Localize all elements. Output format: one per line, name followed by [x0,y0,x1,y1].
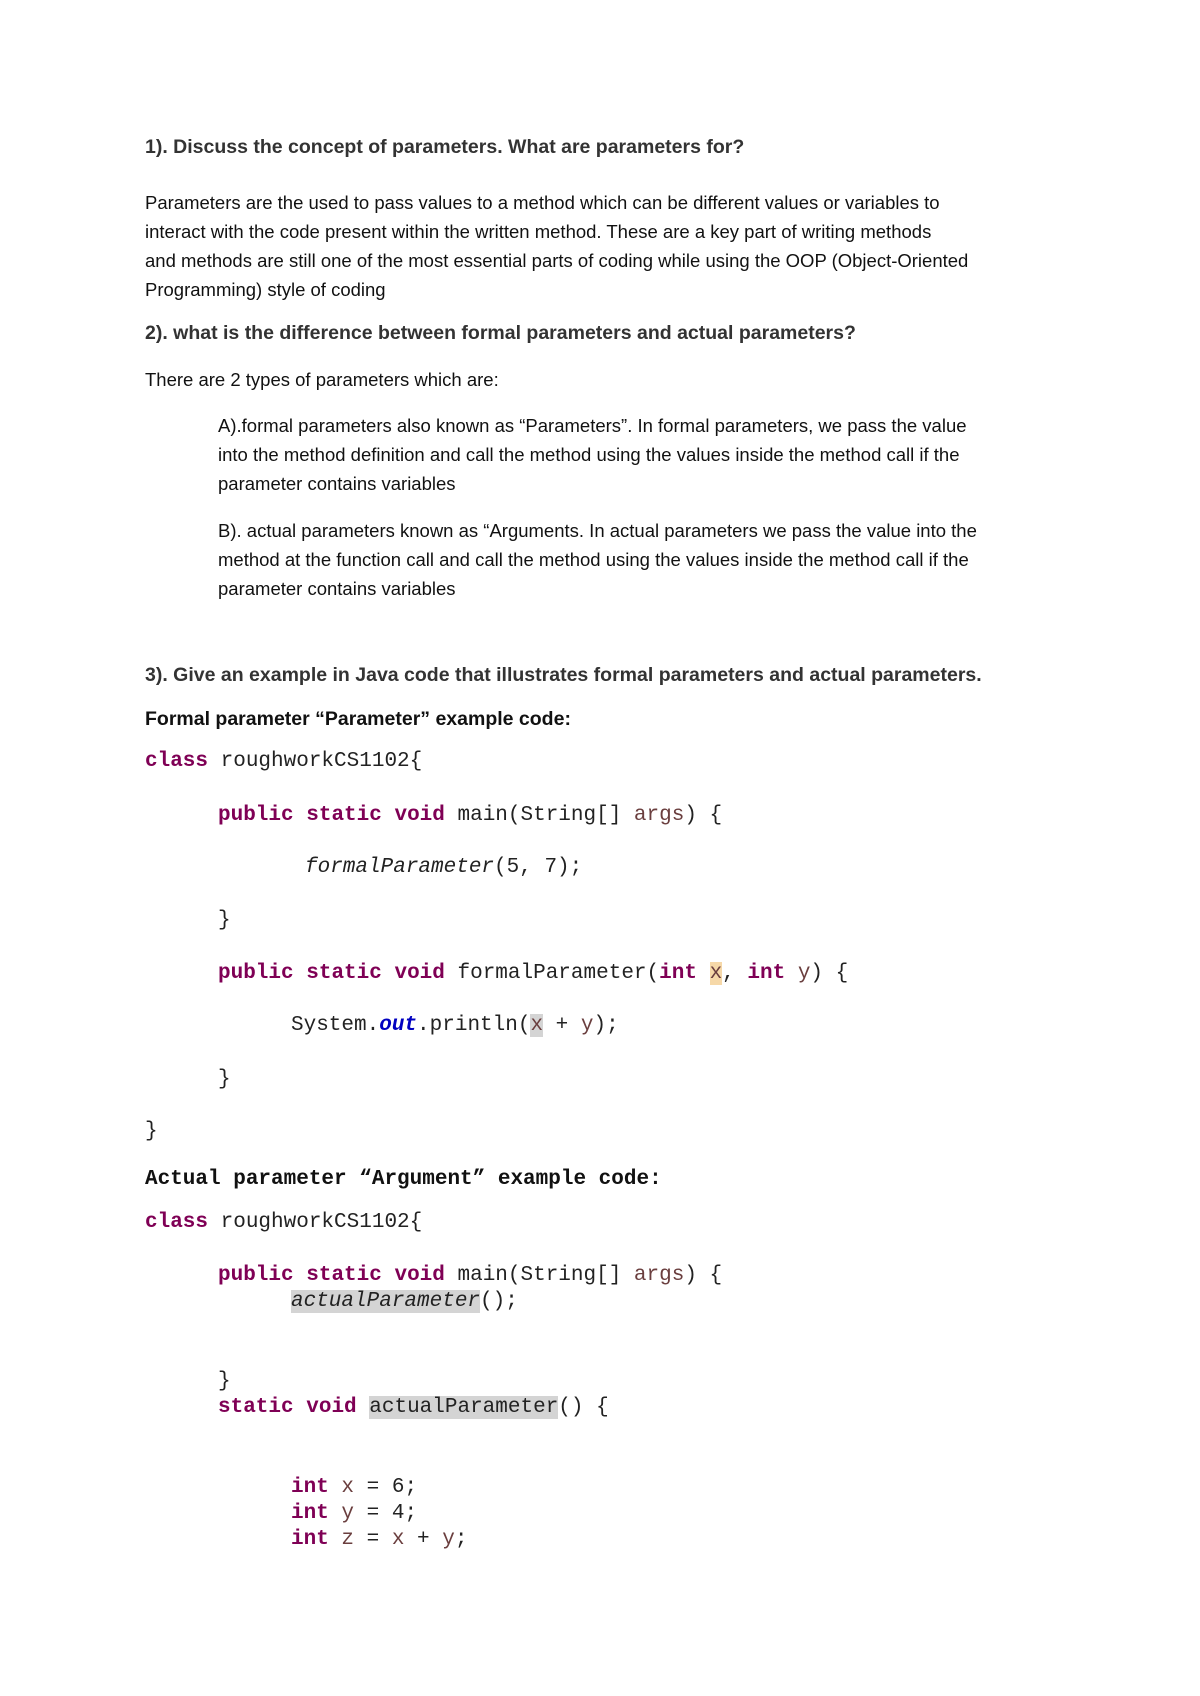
code-text: = 6; [354,1476,418,1499]
code-param: y [797,962,811,985]
code-text: ) { [810,962,849,985]
answer-1-paragraph [145,188,1065,304]
code-variable: x [391,1528,405,1551]
code-line [291,1014,619,1037]
answer-2-item-a [218,411,1068,498]
code-line [218,1396,609,1419]
code-keyword: public [218,962,294,985]
code-param: args [633,1264,685,1287]
code-text: roughworkCS1102{ [208,750,423,773]
code-static-field: out [379,1014,418,1037]
code-text: , [722,962,748,985]
code-line [218,804,722,827]
code-line: } [145,1120,158,1143]
item-b-line: method at the function call and call the method using the values inside the method call if the [218,549,969,570]
code-text: formalParameter( [444,962,660,985]
code-text: .println( [417,1014,531,1037]
item-b-line: B). actual parameters known as “Arguments. In actual parameters we pass the value into the [218,520,977,541]
code-line [145,750,422,773]
code-param-highlighted: x [709,962,723,985]
item-b-line: parameter contains variables [218,578,456,599]
code-text: () { [558,1396,609,1419]
code-keyword: void [394,804,445,827]
code-line: } [218,1068,231,1091]
question-2-heading: 2). what is the difference between formal parameters and actual parameters? [145,322,856,344]
code-keyword: public [218,1264,294,1287]
code-text: = [354,1528,392,1551]
formal-example-header: Formal parameter “Parameter” example code: [145,708,571,730]
code-keyword: int [747,962,786,985]
code-param: y [580,1014,594,1037]
code-keyword: int [291,1476,329,1499]
code-text: System. [291,1014,380,1037]
answer-1-line: Parameters are the used to pass values to a method which can be different values or variables to [145,192,940,213]
code-text: + [543,1014,581,1037]
code-text: ); [593,1014,619,1037]
answer-1-line: and methods are still one of the most essential parts of coding while using the OOP (Object-Oriented [145,250,969,271]
code-keyword: void [306,1396,357,1419]
code-param-highlighted: x [530,1014,544,1037]
code-text: ) { [684,1264,723,1287]
code-line [291,1502,417,1525]
item-a-line: into the method definition and call the method using the values inside the method call if the [218,444,960,465]
code-keyword: class [145,1211,209,1234]
code-keyword: class [145,750,209,773]
item-a-line: parameter contains variables [218,473,456,494]
item-a-line: A).formal parameters also known as “Parameters”. In formal parameters, we pass the value [218,415,967,436]
code-variable: x [341,1476,355,1499]
code-line [291,1528,467,1551]
code-keyword: static [306,962,382,985]
code-keyword: int [659,962,697,985]
code-text: + [404,1528,443,1551]
code-variable: z [341,1528,355,1551]
code-line [218,962,848,985]
code-line: } [218,909,231,932]
question-3-heading: 3). Give an example in Java code that illustrates formal parameters and actual parameters. [145,664,982,686]
code-method-call: formalParameter [305,856,495,879]
answer-1-line: interact with the code present within the written method. These are a key part of writing methods [145,221,932,242]
code-variable: y [442,1528,455,1551]
code-keyword: int [291,1502,329,1525]
code-method-decl-highlighted: actualParameter [369,1396,559,1419]
code-line [305,856,582,879]
code-text: roughworkCS1102{ [208,1211,423,1234]
actual-example-header: Actual parameter “Argument” example code: [145,1168,662,1191]
code-text: main(String[] [444,1264,634,1287]
code-variable: y [341,1502,355,1525]
code-line [218,1264,722,1287]
answer-2-intro: There are 2 types of parameters which are: [145,369,499,390]
code-keyword: void [394,1264,445,1287]
code-method-call-highlighted: actualParameter [291,1290,481,1313]
code-keyword: static [306,1264,382,1287]
code-keyword: static [306,804,382,827]
answer-1-line: Programming) style of coding [145,279,386,300]
code-param: args [633,804,685,827]
code-keyword: void [394,962,445,985]
code-keyword: public [218,804,294,827]
code-text: = 4; [354,1502,418,1525]
code-text: ; [454,1528,468,1551]
answer-2-item-b [218,516,1068,603]
code-text: ) { [684,804,723,827]
code-keyword: static [218,1396,294,1419]
code-line [291,1476,417,1499]
code-text: main(String[] [444,804,634,827]
code-text: (); [480,1290,518,1313]
code-line [291,1290,518,1313]
code-text: (5, 7); [494,856,583,879]
code-keyword: int [291,1528,329,1551]
question-1-heading: 1). Discuss the concept of parameters. What are parameters for? [145,136,745,158]
code-line: } [218,1370,231,1393]
code-line [145,1211,422,1234]
